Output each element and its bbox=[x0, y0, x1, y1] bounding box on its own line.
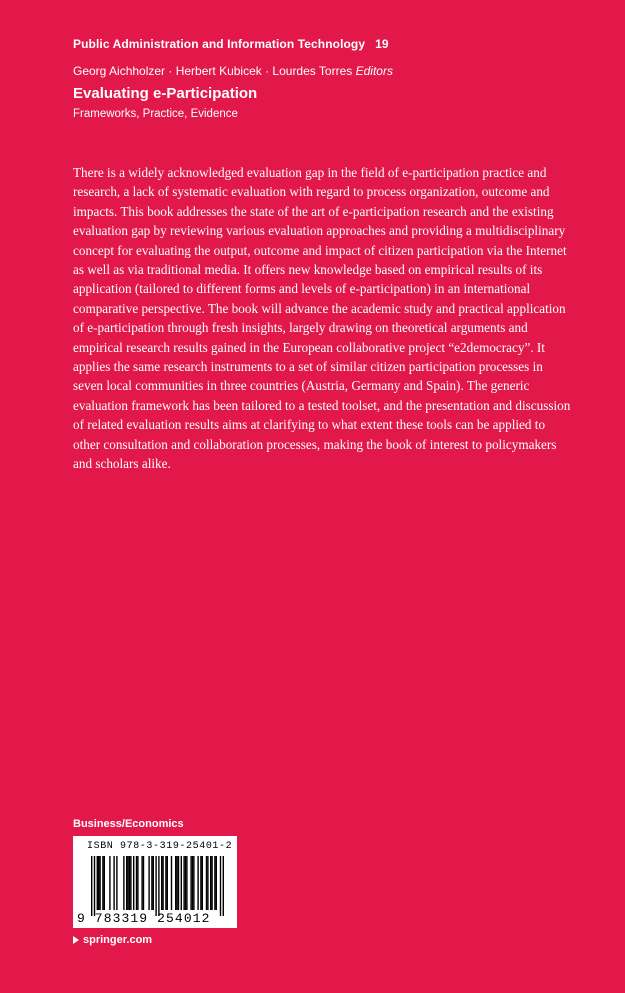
editors-role: Editors bbox=[355, 64, 393, 78]
barcode-bar bbox=[214, 856, 215, 910]
barcode-bar bbox=[91, 856, 92, 916]
barcode-bar bbox=[207, 856, 208, 910]
barcode-bar bbox=[98, 856, 99, 910]
barcode-bar bbox=[183, 856, 184, 910]
barcode-bar bbox=[97, 856, 98, 910]
barcode-bar bbox=[153, 856, 154, 910]
isbn-barcode bbox=[73, 836, 237, 928]
barcode-bar bbox=[220, 856, 221, 916]
book-title: Evaluating e-Participation bbox=[73, 85, 258, 102]
barcode-bar bbox=[137, 856, 138, 910]
publisher-url: springer.com bbox=[83, 934, 153, 946]
book-subtitle: Frameworks, Practice, Evidence bbox=[73, 108, 238, 120]
barcode-bar bbox=[193, 856, 194, 910]
barcode-bar bbox=[126, 856, 127, 910]
barcode-bar bbox=[202, 856, 203, 910]
barcode-bar bbox=[211, 856, 212, 910]
barcode-bar bbox=[181, 856, 182, 910]
barcode-bar bbox=[197, 856, 198, 910]
barcode-bar bbox=[94, 856, 95, 916]
barcode-bar bbox=[178, 856, 179, 910]
barcode-bar bbox=[104, 856, 105, 910]
series-number: 19 bbox=[375, 37, 389, 51]
barcode-bar bbox=[109, 856, 110, 910]
series-line bbox=[73, 37, 389, 51]
barcode-bar bbox=[165, 856, 166, 910]
publisher-link[interactable] bbox=[73, 934, 152, 946]
barcode-bar bbox=[210, 856, 211, 910]
barcode-bar bbox=[162, 856, 163, 910]
barcode-bar bbox=[151, 856, 152, 910]
isbn-label: ISBN 978-3-319-25401-2 bbox=[87, 841, 233, 852]
barcode-bar bbox=[148, 856, 149, 910]
barcode-bar bbox=[113, 856, 114, 910]
barcode-bar bbox=[176, 856, 177, 910]
editors-line bbox=[73, 64, 393, 78]
barcode-bar bbox=[127, 856, 128, 910]
book-description: There is a widely acknowledged evaluation gap in the field of e-participation practice and research, a lack of systematic evaluation with regard to process organization, outcome and impacts. This book addresses the state of the art of e-participation research and the existing evaluation gap by reviewing various evaluation approaches and providing a multidisciplinary concept for evaluating the output, outcome and impact of citizen participation via the Internet as well as via traditional media. It offers new knowledge based on empirical results of its application (tailored to different forms and levels of e-participation) in an international comparative perspective. The book will advance the academic study and practical application of e-participation through fresh insights, largely drawing on theoretical arguments and empirical research results gained in the European collaborative project “e2democracy”. It applies the same research instruments to a set of similar citizen participation processes in seven local communities in three countries (Austria, Germany and Spain). The generic evaluation framework has been tailored to a tested toolset, and the presentation and discussion of related evaluation results aims at clarifying to what extent these tools can be applied to other consultation and collaboration processes, making the book of interest to policymakers and scholars alike. bbox=[73, 165, 571, 472]
barcode-bar bbox=[130, 856, 131, 910]
barcode-bar bbox=[216, 856, 217, 910]
barcode-bar bbox=[167, 856, 168, 910]
barcode-bar bbox=[158, 856, 159, 916]
barcode-bar bbox=[99, 856, 100, 910]
arrow-right-icon bbox=[73, 936, 79, 944]
barcode-bar bbox=[102, 856, 103, 910]
barcode-bar bbox=[171, 856, 172, 910]
barcode-bar bbox=[133, 856, 134, 910]
barcode-bar bbox=[185, 856, 186, 910]
barcode-bar bbox=[200, 856, 201, 910]
barcode-bar bbox=[116, 856, 117, 910]
ean-digits: 9 783319 254012 bbox=[77, 911, 211, 926]
barcode-bar bbox=[136, 856, 137, 910]
category-label: Business/Economics bbox=[73, 818, 184, 830]
editor-names: Georg Aichholzer · Herbert Kubicek · Lourdes Torres bbox=[73, 64, 353, 78]
barcode-bar bbox=[129, 856, 130, 910]
series-name: Public Administration and Information Technology bbox=[73, 37, 366, 51]
barcode-bar bbox=[223, 856, 224, 916]
barcode-bar bbox=[175, 856, 176, 910]
barcode-bar bbox=[186, 856, 187, 910]
barcode-bar bbox=[143, 856, 144, 910]
barcode-bar bbox=[161, 856, 162, 910]
barcode-bar bbox=[206, 856, 207, 910]
barcode-bar bbox=[141, 856, 142, 910]
barcode-bar bbox=[192, 856, 193, 910]
barcode-bar bbox=[190, 856, 191, 910]
barcode-bar bbox=[155, 856, 156, 916]
barcode-bar bbox=[123, 856, 124, 910]
